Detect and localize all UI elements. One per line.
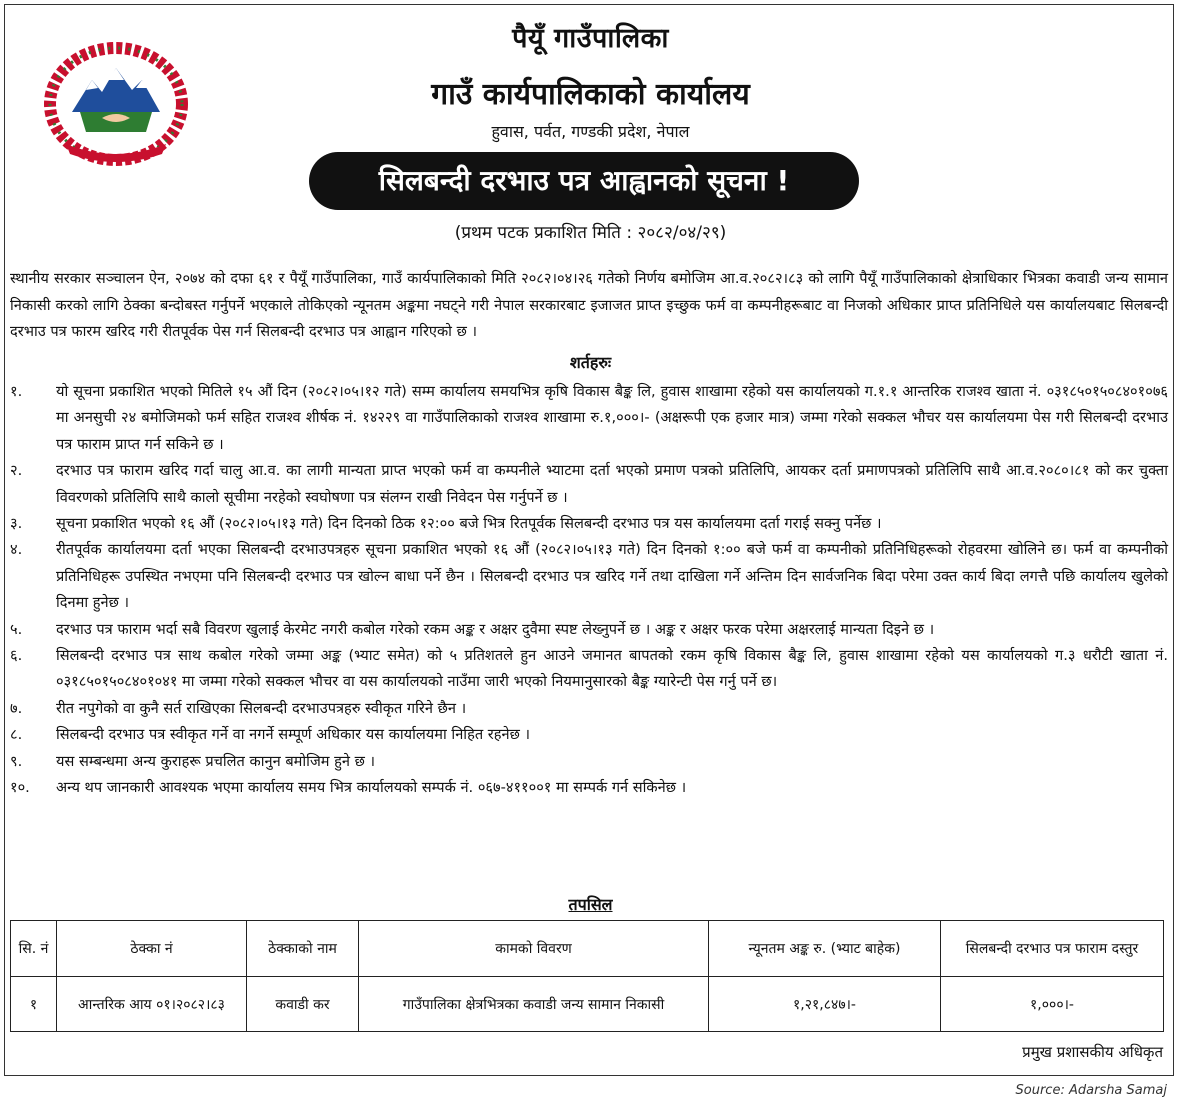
term-number: २. [10, 462, 23, 480]
term-text: रीत नपुगेको वा कुनै सर्त राखिएका सिलबन्दी दरभाउपत्रहरु स्वीकृत गरिने छैन । [56, 699, 467, 717]
office-name: पैयूँ गाउँपालिका [512, 23, 669, 54]
column-header: सिलबन्दी दरभाउ पत्र फाराम दस्तुर [941, 921, 1164, 977]
notice-title: सिलबन्दी दरभाउ पत्र आह्वानको सूचना ! [309, 152, 859, 210]
term-text: दरभाउ पत्र फाराम भर्दा सबै विवरण खुलाई केरमेट नगरी कबोल गरेको रकम अङ्क र अक्षर दुवैमा स्पष्ट लेख्नुपर्ने छ । अङ्क र अक्षर फरक परेमा अक्षरलाई मान्यता दिइने छ । [56, 620, 935, 638]
term-number: १. [10, 383, 23, 400]
cell-contract-no: आन्तरिक आय ०१।२०८२।८३ [57, 977, 247, 1032]
cell-form-fee: १,०००।- [941, 977, 1164, 1032]
term-text: रीतपूर्वक कार्यालयमा दर्ता भएका सिलबन्दी दरभाउपत्रहरु सूचना प्रकाशित भएको १६ औं (२०८२।०५।१३ गते) दिन दिनको १:०० बजे फर्म वा कम्पनीको प्रतिनिधिहरूको रोहवरमा खोलिने छ। फर्म वा कम्पनीको प्रतिनिधिहरू उपस्थित नभएमा पनि सिलबन्दी दरभाउ पत्र खोल्न बाधा पर्ने छैन । सिलबन्दी दरभाउ पत्र खरिद गर्ने तथा दाखिला गर्ने अन्तिम दिन सार्वजनिक बिदा परेमा उक्त कार्य बिदा लगत्तै पछि कार्यालय खुलेको दिनमा हुनेछ । [56, 541, 1168, 612]
term-item [10, 458, 1168, 511]
term-item [10, 775, 1168, 801]
term-text: यो सूचना प्रकाशित भएको मितिले १५ औं दिन (२०८२।०५।१२ गते) सम्म कार्यालय समयभित्र कृषि विकास बैङ्क लि, हुवास शाखामा रहेको यस कार्यालयको ग.१.१ आन्तरिक राजश्व खाता नं. ०३१८५०१५०८४०१०७६ मा अनसुची २४ बमोजिमको फर्म सहित राजश्व शीर्षक नं. १४२२९ वा गाउँपालिकाको राजश्व शाखामा रु.१,०००।- (अक्षरूपी एक हजार मात्र) जम्मा गरेको सक्कल भौचर यस कार्यालयमा पेस गरी सिलबन्दी दरभाउ पत्र फाराम प्राप्त गर्न सकिने छ । [56, 383, 1168, 453]
term-text: अन्य थप जानकारी आवश्यक भएमा कार्यालय समय भित्र कार्यालयको सम्पर्क नं. ०६७-४११००१ मा सम्पर्क गर्न सकिनेछ । [56, 779, 687, 797]
column-header: सि. नं [11, 921, 57, 977]
term-number: ३. [10, 515, 23, 533]
office-title: गाउँ कार्यपालिकाको कार्यालय [431, 77, 750, 112]
term-text: सूचना प्रकाशित भएको १६ औं (२०८२।०५।१३ गते) दिन दिनको ठिक १२:०० बजे भित्र रितपूर्वक सिलबन्दी दरभाउ पत्र यस कार्यालयमा दर्ता गराई सक्नु पर्नेछ । [56, 515, 882, 533]
term-item [10, 696, 1168, 722]
column-header: कामको विवरण [359, 921, 709, 977]
cell-serial: १ [11, 977, 57, 1032]
column-header: ठेक्का नं [57, 921, 247, 977]
term-text: यस सम्बन्धमा अन्य कुराहरू प्रचलित कानुन बमोजिम हुने छ । [56, 752, 376, 770]
details-heading: तपसिल [568, 895, 613, 914]
term-item [10, 537, 1168, 616]
term-number: ९. [10, 752, 23, 770]
cell-description: गाउँपालिका क्षेत्रभित्रका कवाडी जन्य सामान निकासी [359, 977, 709, 1032]
cell-min-amount: १,२१,८४७।- [709, 977, 941, 1032]
term-item [10, 722, 1168, 748]
term-item [10, 617, 1168, 643]
term-number: ५. [10, 620, 23, 638]
column-header: न्यूनतम अङ्क रु. (भ्याट बाहेक) [709, 921, 941, 977]
term-text: सिलबन्दी दरभाउ पत्र स्वीकृत गर्ने वा नगर्ने सम्पूर्ण अधिकार यस कार्यालयमा निहित रहनेछ । [56, 726, 530, 744]
term-text: सिलबन्दी दरभाउ पत्र साथ कबोल गरेको जम्मा अङ्क (भ्याट समेत) को ५ प्रतिशतले हुन आउने जमानत बापतको रकम कृषि विकास बैङ्क लि, हुवास शाखामा रहेको यस कार्यालयको ग.३ धरौटी खाता नं. ०३१८५०१५०८४०१०४१ मा जम्मा गरेको सक्कल भौचर वा यस कार्यालयको नाउँमा जारी भएको नियमानुसारको बैङ्क ग्यारेन्टी पेस गर्नु पर्ने छ। [56, 647, 1168, 691]
term-number: ७. [10, 699, 23, 717]
term-number: ८. [10, 726, 23, 744]
details-table [10, 920, 1164, 1032]
terms-list [10, 379, 1168, 802]
intro-paragraph: स्थानीय सरकार सञ्चालन ऐन, २०७४ को दफा ६१ र पैयूँ गाउँपालिका, गाउँ कार्यपालिकाको मिति २०८२।०४।२६ गतेको निर्णय बमोजिम आ.व.२०८२।८३ को लागि पैयूँ गाउँपालिकाको क्षेत्राधिकार भित्रका कवाडी जन्य सामान निकासी करको लागि ठेक्का बन्दोबस्त गर्नुपर्ने भएकाले तोकिएको न्यूनतम अङ्कमा नघट्ने गरी नेपाल सरकारबाट इजाजत प्राप्त इच्छुक फर्म वा कम्पनीहरूबाट वा निजको अधिकार प्राप्त प्रतिनिधिले यस कार्यालयबाट सिलबन्दी दरभाउ पत्र फारम खरिद गरी रीतपूर्वक पेस गर्न सिलबन्दी दरभाउ पत्र आह्वान गरिएको छ । [10, 270, 1168, 340]
cell-contract-name: कवाडी कर [247, 977, 359, 1032]
term-item [10, 379, 1168, 458]
term-item [10, 749, 1168, 775]
published-date: (प्रथम पटक प्रकाशित मिति : २०८२/०४/२९) [454, 223, 727, 243]
source-credit: Source: Adarsha Samaj [1015, 1083, 1167, 1098]
column-header: ठेक्काको नाम [247, 921, 359, 977]
terms-heading: शर्तहरुः [569, 353, 612, 372]
table-header-row [11, 921, 1164, 977]
signatory: प्रमुख प्रशासकीय अधिकृत [1022, 1043, 1163, 1061]
term-number: १०. [10, 779, 30, 797]
term-number: ६. [10, 647, 23, 665]
table-row [11, 977, 1164, 1032]
term-item [10, 511, 1168, 537]
office-address: हुवास, पर्वत, गण्डकी प्रदेश, नेपाल [491, 122, 690, 141]
term-text: दरभाउ पत्र फाराम खरिद गर्दा चालु आ.व. का लागी मान्यता प्राप्त भएको फर्म वा कम्पनीले भ्याटमा दर्ता भएको प्रमाण पत्रको प्रतिलिपि, आयकर दर्ता प्रमाणपत्रको प्रतिलिपि साथै आ.व.२०८०।८१ को कर चुक्ता विवरणको प्रतिलिपि साथै कालो सूचीमा नरहेको स्वघोषणा पत्र संलग्न राखी निवेदन पेस गर्नुपर्ने छ । [56, 462, 1168, 506]
term-item [10, 643, 1168, 696]
term-number: ४. [10, 541, 23, 559]
